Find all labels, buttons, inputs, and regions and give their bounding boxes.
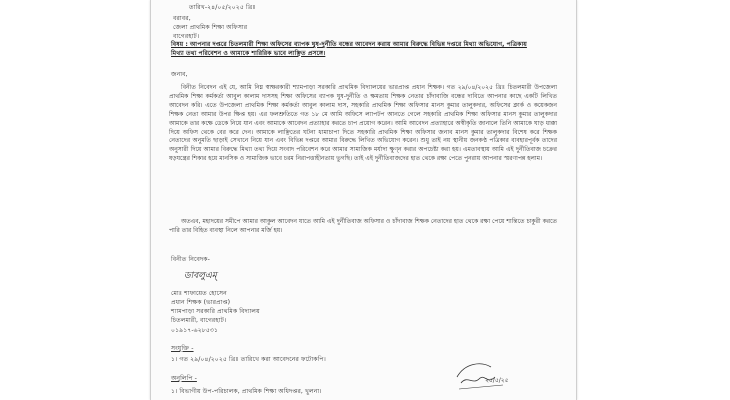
letter-salutation: জনাব, [171, 71, 188, 78]
copy-item: ১। বিভাগীয় উপ-পরিচালক, প্রাথমিক শিক্ষা অধিদপ্তর, খুলনা। [171, 388, 322, 395]
sender-school: শ্যামপাড়া সরকারি প্রাথমিক বিদ্যালয় [171, 308, 260, 315]
letter-page [150, 0, 577, 400]
handwritten-signature: ডাবলুএম্ [184, 271, 217, 281]
letter-subject: বিষয় : আপনার দপ্তরে চিতলমারী শিক্ষা অফিসের ব্যাপক ঘুষ-দুর্নীতি বন্ধের আবেদন করায় আমার বিরুদ্ধে বিভিন্ন দপ্তরে মিথ্যা অভিযোগ, পত্রিকায় মিথ্যা তথ্য পরিবেশন ও আমাকে শারিরিক ভাবে লাঞ্ছিত প্রসঙ্গে। [171, 41, 527, 57]
recipient-district: বাগেরহাট। [173, 33, 200, 40]
attachment-item: ১। গত ২৯/০৪/২০২৫ খ্রিঃ তারিখে করা আবেদনের ফটোকপি। [171, 356, 326, 363]
attachment-heading: সংযুক্তি - [171, 345, 194, 352]
copy-heading: অনুলিপি - [171, 375, 197, 382]
sender-location: চিতলমারী, বাগেরহাট। [171, 317, 227, 324]
letter-closing: বিনীত নিবেদক- [171, 256, 210, 263]
sender-name: মোঃ শাফায়েত হোসেন [171, 290, 227, 297]
received-stamp-signature [451, 355, 511, 400]
sender-designation: প্রধান শিক্ষক (ভারপ্রাপ্ত) [171, 299, 231, 306]
sender-phone: ০১৯১৭-৬২৮৫৩১ [171, 327, 219, 334]
letter-date: তারিখ-২৪/০৫/২০২৫ খ্রিঃ [189, 4, 256, 11]
stamp-date: ২৫/৫/২৫ [485, 377, 509, 384]
letter-body-paragraph-2: অতএব, মহাদয়ের সমীপে আমার আকুল আবেদন যাতে আমি এই দুর্নীতিবাজ অফিসার ও চাঁদাবাজ শিক্ষক নেতাদের হাত থেকে রক্ষা পেয়ে শান্তিতে চাকুরী করতে পারি তার বিহিত ব্যবস্থা নিলে আপনার মর্জি হয়। [169, 218, 557, 234]
recipient-office: জেলা প্রাথমিক শিক্ষা অফিসার [173, 24, 248, 31]
recipient-salutation: বরাবর, [173, 15, 191, 22]
letter-body-paragraph-1: বিনীত নিবেদন এই যে, আমি নিম্ন স্বাক্ষরকারী শ্যামপাড়া সরকারি প্রাথমিক বিদ্যালয়ের ভারপ্রাপ্ত প্রধান শিক্ষক। গত ২৯/০৪/২০২৫ খ্রিঃ চিতলমারী উপজেলা প্রাথমিক শিক্ষা কর্মকর্তা আবুল কালাম দাসসহ শিক্ষা অফিসের ব্যাপক ঘুষ-দুর্নীতি ও ক্ষমতায় শিক্ষক নেতার চাঁদাবাজি বন্ধের দাবিতে আপনার কাছে একটি লিখিত আবেদন করি। এতে উপজেলা প্রাথমিক শিক্ষা কর্মকর্তা আবুল কালাম দাস, সহকারি প্রাথমিক শিক্ষা অফিসার মানস কুমার তালুকদার, অফিসের ক্লার্ক ও কয়েকজন শিক্ষক নেতা আমার উপর ক্ষিপ্ত হয়। এর ফলশ্রুতিতে গত ১৮ মে আমি অফিসে ল্যাপটপ আনতে গেলে সহকারি প্রাথমিক শিক্ষা অফিসার মানস কুমার তালুকদার আমাকে তার কক্ষে ডেকে নিয়ে যান এবং আমাকে আবেদন প্রত্যাহার করতে চাপ প্রয়োগ করেন। আমি আবেদন প্রত্যাহারে অস্বীকৃতি জানালে তিনি আমাকে ঘাড় ধাক্কা দিয়ে অফিস থেকে বের করে দেন। আমাকে লাঞ্ছিতের ঘটনা ধামাচাপা দিতে সহকারি প্রাথমিক শিক্ষা অফিসার জনাব মানস কুমার তালুকদার বিশেষ করে শিক্ষক নেতাদের অনুমতি ছাড়াই সেখানে নিয়ে যান এবং বিভিন্ন দপ্তরে আমার বিরুদ্ধে লিখিত অভিযোগ করেন। শুধু তাই নয় স্থানীয় জনকণ্ঠ পত্রিকার ব্যবহারপূর্বক তাদের অনুসারী দিয়ে আমার বিরুদ্ধে মিথ্যা তথ্য দিয়ে সংবাদ পরিবেশন করে আমার সামাজিক মর্যাদা ক্ষুণ্ন করার অপচেষ্টা করা হয়। এমতাবস্থায় আমি এই দুর্নীতিবাজ চক্রের ষড়যন্ত্রের শিকার হয়ে মানসিক ও সামাজিক ভাবে চরম নিরাপত্তাহীনতায় ভুগছি। তাই এই দুর্নীতিবাজদের হাত থেকে রক্ষা পেতে পুনরায় আপনার স্মরণাপন্ন হলাম। [169, 84, 557, 163]
